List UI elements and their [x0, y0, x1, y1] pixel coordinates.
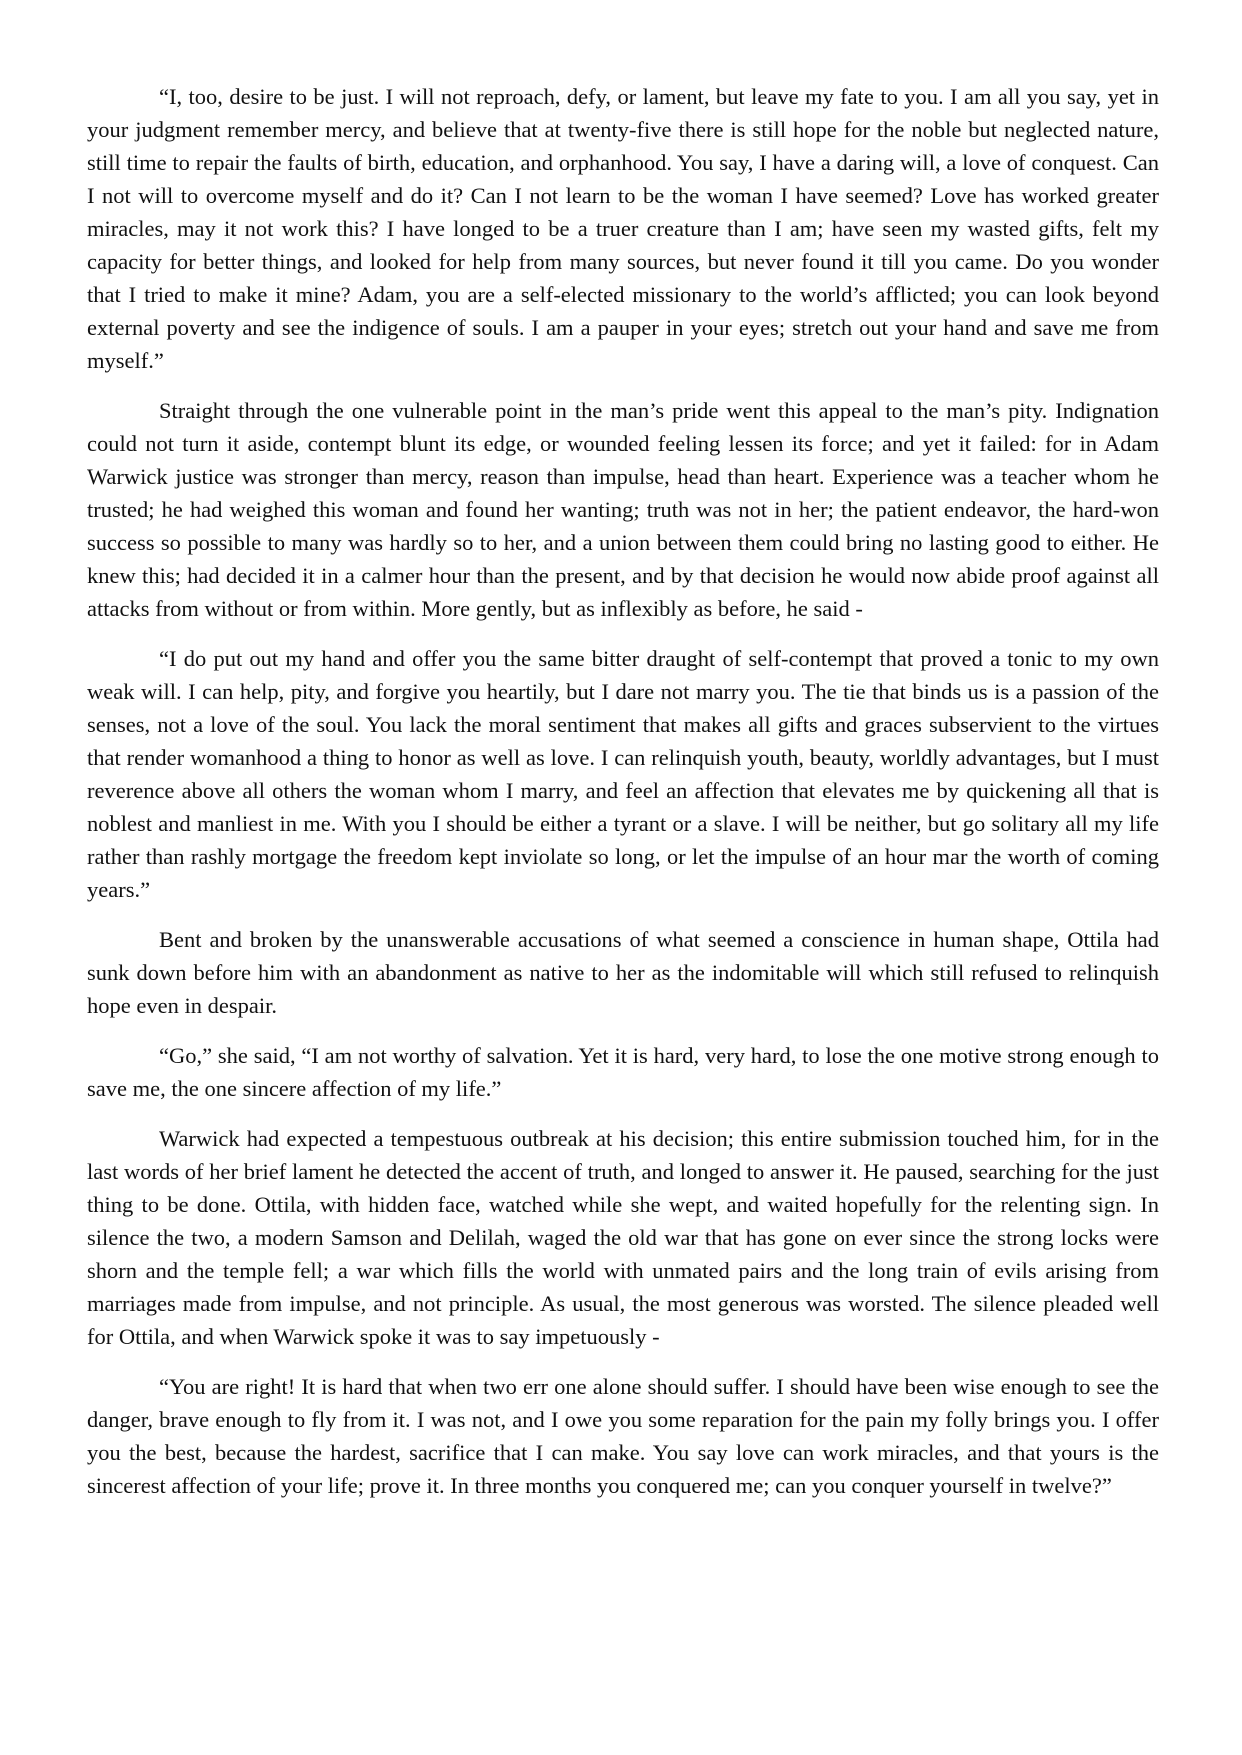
document-page [87, 80, 1159, 1519]
paragraph: “I do put out my hand and offer you the same bitter draught of self-contempt that proved a tonic to my own weak will. I can help, pity, and forgive you heartily, but I dare not marry you. The tie that binds us is a passion of the senses, not a love of the soul. You lack the moral sentiment that makes all gifts and graces subservient to the virtues that render womanhood a thing to honor as well as love. I can relinquish youth, beauty, worldly advantages, but I must reverence above all others the woman whom I marry, and feel an affection that elevates me by quickening all that is noblest and manliest in me. With you I should be either a tyrant or a slave. I will be neither, but go solitary all my life rather than rashly mortgage the freedom kept inviolate so long, or let the impulse of an hour mar the worth of coming years.” [87, 646, 1159, 902]
paragraph: “Go,” she said, “I am not worthy of salvation. Yet it is hard, very hard, to lose the one motive strong enough to save me, the one sincere affection of my life.” [87, 1043, 1159, 1101]
paragraph: Straight through the one vulnerable point in the man’s pride went this appeal to the man’s pity. Indignation could not turn it aside, contempt blunt its edge, or wounded feeling lessen its force; and yet it failed: for in Adam Warwick justice was stronger than mercy, reason than impulse, head than heart. Experience was a teacher whom he trusted; he had weighed this woman and found her wanting; truth was not in her; the patient endeavor, the hard-won success so possible to many was hardly so to her, and a union between them could bring no lasting good to either. He knew this; had decided it in a calmer hour than the present, and by that decision he would now abide proof against all attacks from without or from within. More gently, but as inflexibly as before, he said - [87, 398, 1159, 621]
paragraph: “I, too, desire to be just. I will not reproach, defy, or lament, but leave my fate to you. I am all you say, yet in your judgment remember mercy, and believe that at twenty-five there is still hope for the noble but neglected nature, still time to repair the faults of birth, education, and orphanhood. You say, I have a daring will, a love of conquest. Can I not will to overcome myself and do it? Can I not learn to be the woman I have seemed? Love has worked greater miracles, may it not work this? I have longed to be a truer creature than I am; have seen my wasted gifts, felt my capacity for better things, and looked for help from many sources, but never found it till you came. Do you wonder that I tried to make it mine? Adam, you are a self-elected missionary to the world’s afflicted; you can look beyond external poverty and see the indigence of souls. I am a pauper in your eyes; stretch out your hand and save me from myself.” [87, 84, 1159, 373]
paragraph: “You are right! It is hard that when two err one alone should suffer. I should have been wise enough to see the danger, brave enough to fly from it. I was not, and I owe you some reparation for the pain my folly brings you. I offer you the best, because the hardest, sacrifice that I can make. You say love can work miracles, and that yours is the sincerest affection of your life; prove it. In three months you conquered me; can you conquer yourself in twelve?” [87, 1374, 1159, 1498]
paragraph: Bent and broken by the unanswerable accusations of what seemed a conscience in human shape, Ottila had sunk down before him with an abandonment as native to her as the indomitable will which still refused to relinquish hope even in despair. [87, 927, 1159, 1018]
paragraph: Warwick had expected a tempestuous outbreak at his decision; this entire submission touched him, for in the last words of her brief lament he detected the accent of truth, and longed to answer it. He paused, searching for the just thing to be done. Ottila, with hidden face, watched while she wept, and waited hopefully for the relenting sign. In silence the two, a modern Samson and Delilah, waged the old war that has gone on ever since the strong locks were shorn and the temple fell; a war which fills the world with unmated pairs and the long train of evils arising from marriages made from impulse, and not principle. As usual, the most generous was worsted. The silence pleaded well for Ottila, and when Warwick spoke it was to say impetuously - [87, 1126, 1159, 1349]
